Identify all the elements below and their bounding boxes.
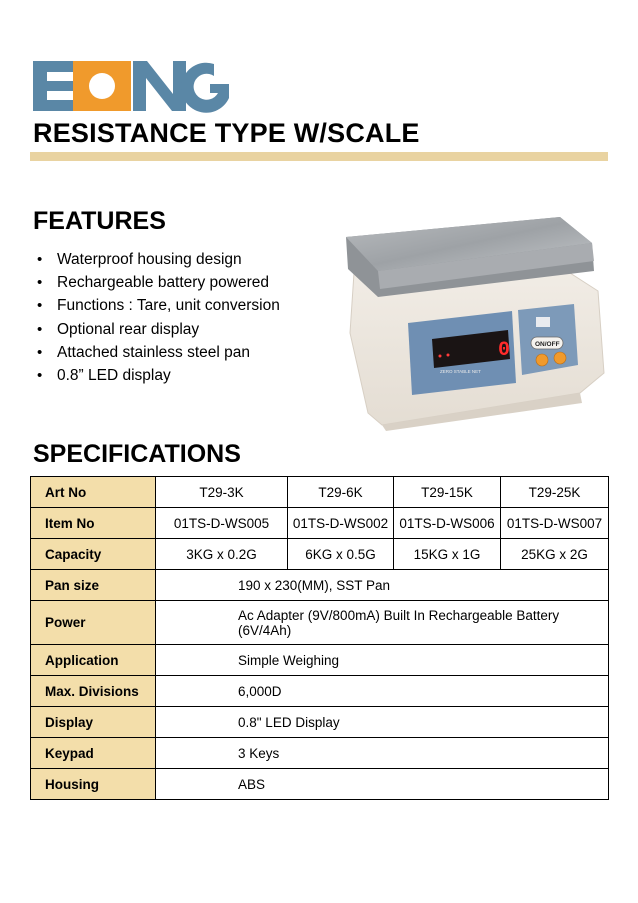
- feature-item: • Rechargeable battery powered: [33, 271, 280, 294]
- table-cell: 01TS-D-WS005: [156, 508, 288, 539]
- feature-item: • Optional rear display: [33, 318, 280, 341]
- row-label: Application: [31, 645, 156, 676]
- table-row: [31, 570, 609, 601]
- row-label: Keypad: [31, 738, 156, 769]
- title-divider: [30, 152, 608, 161]
- table-row: [31, 508, 609, 539]
- table-cell: 6,000D: [156, 676, 609, 707]
- specifications-heading: SPECIFICATIONS: [33, 440, 241, 468]
- brand-logo: [33, 58, 233, 114]
- weighing-scale-illustration: [342, 213, 608, 431]
- led-caption: ZERO STABLE NET: [440, 369, 481, 374]
- table-row: [31, 645, 609, 676]
- row-label: Capacity: [31, 539, 156, 570]
- feature-item: • Waterproof housing design: [33, 248, 280, 271]
- on-off-key-label: ON/OFF: [535, 341, 560, 348]
- table-row: [31, 601, 609, 645]
- table-cell: 15KG x 1G: [394, 539, 501, 570]
- table-row: [31, 769, 609, 800]
- product-photo: [342, 213, 608, 431]
- feature-item: • Attached stainless steel pan: [33, 341, 280, 364]
- row-label: Max. Divisions: [31, 676, 156, 707]
- table-cell: T29-15K: [394, 477, 501, 508]
- table-cell: 25KG x 2G: [501, 539, 609, 570]
- row-label: Art No: [31, 477, 156, 508]
- table-cell: Simple Weighing: [156, 645, 609, 676]
- table-row: [31, 539, 609, 570]
- table-cell: 0.8" LED Display: [156, 707, 609, 738]
- eong-logo-graphic: [33, 58, 233, 114]
- table-cell: T29-25K: [501, 477, 609, 508]
- table-row: [31, 676, 609, 707]
- page-title: RESISTANCE TYPE W/SCALE: [33, 118, 420, 148]
- table-cell: 190 x 230(MM), SST Pan: [156, 570, 609, 601]
- table-cell: 6KG x 0.5G: [288, 539, 394, 570]
- table-cell: T29-3K: [156, 477, 288, 508]
- table-cell: ABS: [156, 769, 609, 800]
- table-row: [31, 707, 609, 738]
- feature-item: • 0.8” LED display: [33, 364, 280, 387]
- table-cell: 01TS-D-WS002: [288, 508, 394, 539]
- row-label: Display: [31, 707, 156, 738]
- row-label: Housing: [31, 769, 156, 800]
- table-cell: 3KG x 0.2G: [156, 539, 288, 570]
- row-label: Power: [31, 601, 156, 645]
- table-row: [31, 738, 609, 769]
- row-label: Pan size: [31, 570, 156, 601]
- feature-item: • Functions : Tare, unit conversion: [33, 294, 280, 317]
- specifications-table: [30, 476, 609, 800]
- table-cell: 01TS-D-WS006: [394, 508, 501, 539]
- features-heading: FEATURES: [33, 207, 166, 235]
- table-cell: 01TS-D-WS007: [501, 508, 609, 539]
- table-cell: Ac Adapter (9V/800mA) Built In Rechargeable Battery (6V/4Ah): [156, 601, 609, 645]
- table-row: [31, 477, 609, 508]
- table-cell: T29-6K: [288, 477, 394, 508]
- row-label: Item No: [31, 508, 156, 539]
- table-cell: 3 Keys: [156, 738, 609, 769]
- led-digit: 0: [498, 339, 511, 362]
- features-list: [33, 248, 280, 387]
